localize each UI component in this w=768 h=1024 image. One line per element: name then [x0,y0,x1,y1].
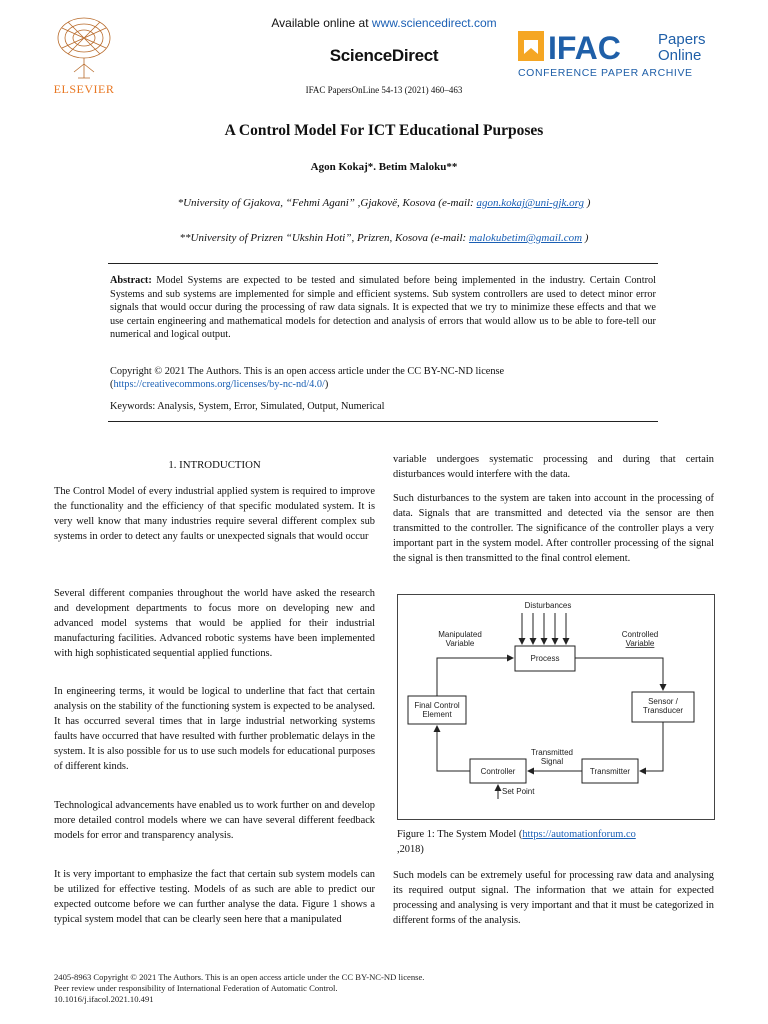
paper-authors: Agon Kokaj*. Betim Maloku** [310,161,458,173]
label-controller: Controller [480,767,516,776]
label-process: Process [530,654,560,663]
caption-prefix: Figure 1: The System Model ( [397,829,523,840]
copyright-text: Copyright © 2021 The Authors. This is an open access article under the CC BY-NC-ND license [110,366,505,377]
label-transmitted-1: Transmitted [531,748,573,757]
sciencedirect-link[interactable]: www.sciencedirect.com [371,16,497,30]
affiliation-1-email-link[interactable]: agon.kokaj@uni-gjk.org [476,197,584,209]
system-model-diagram [398,595,714,819]
caption-suffix: ,2018) [397,844,424,855]
label-manipulated-2: Variable [445,639,475,648]
affiliation-1-end: ) [586,197,591,209]
ifac-archive-label: CONFERENCE PAPER ARCHIVE [518,67,693,79]
label-controlled-1: Controlled [621,630,659,639]
left-paragraph-3: In engineering terms, it would be logical to underline that fact that certain analysis on the stability of the functioning system is expected to be analysed. It has occurred several times that in large industrial networking systems faults have occurred that have resulted with further problematic delays in the system. It is also possible for us to use such models for educational purposes of different kinds. [54,686,375,772]
elsevier-wordmark: ELSEVIER [53,82,115,96]
label-sensor-2: Transducer [642,706,684,715]
label-set-point: Set Point [502,787,535,796]
label-final-control-2: Element [422,710,452,719]
left-paragraph-5: It is very important to emphasize the fact that certain sub system models can be utilized for effective testing. Models of as such are able to predict our expected outcome before we can further analyse the data. Figure 1 shows a typical system model that can be clearly seen here that a manipulated [54,869,375,925]
abstract [110,274,656,342]
left-paragraph-1: The Control Model of every industrial applied system is required to improve the functionality and the efficiency of that specific modulated system. It is very well know that many industries require several different complex sub systems in order to detect any faults or unexpected signals that would occur [54,486,375,542]
label-manipulated-1: Manipulated [438,630,482,639]
label-final-control-1: Final Control [414,701,460,710]
label-transmitter: Transmitter [589,767,631,776]
right-paragraph-1: variable undergoes systematic processing and during that certain disturbances would interfere with the data. [393,454,714,480]
label-transmitted-2: Signal [540,757,564,766]
section-heading-introduction: 1. INTRODUCTION [168,459,261,471]
abstract-text: Model Systems are expected to be tested and simulated before being implemented in the industry. Certain Control Systems and sub systems are implemented for simple and efficient systems. Sub system controllers are used to detect minor error signals that would occur during the processing of raw data signals. It is expected that we try to minimize these effects and that we use certain engineering and mathematical models for detection and analysis of errors that would allow us to be able to fore-tell our numerical and logical output. [110,275,657,341]
affiliation-2-email-link[interactable]: malokubetim@gmail.com [468,232,583,244]
affiliation-2-text: **University of Prizren “Ukshin Hoti”, Prizren, Kosova (e-mail: [179,232,467,244]
abstract-top-rule [108,263,658,264]
affiliation-2 [0,232,768,244]
footer-line-1: 2405-8963 Copyright © 2021 The Authors. This is an open access article under the CC BY-NC-ND license. [54,972,425,982]
availability-prefix: Available online at [271,16,369,30]
right-paragraph-2: Such disturbances to the system are taken into account in the processing of data. Signals that are transmitted and detected via the sensor are then transmitted to the controller. The significance of the controller plays a very important part in the system model. After controller processing of the signal the signal is then transmitted to the final control element. [393,493,714,564]
copyright-notice [110,366,656,391]
license-link[interactable]: https://creativecommons.org/licenses/by-nc-nd/4.0/ [113,378,325,390]
affiliation-1 [0,197,768,209]
left-paragraph-2: Several different companies throughout the world have asked the research and development departments to focus more on developing new and advanced model systems that would be applied for their industrial manufacturing facilities. Advanced robotic systems have been implemented with high sophisticated sequential applied functions. [54,588,375,659]
right-paragraph-3: Such models can be extremely useful for processing raw data and analysing its required output signal. The information that we attain for expected processing and analysing is very important and that it must be categorized in different forms of the analysis. [393,870,714,926]
sciencedirect-brand: ScienceDirect [329,46,439,65]
ifac-wordmark: IFAC [548,30,621,66]
footer-line-2: Peer review under responsibility of International Federation of Automatic Control. [54,982,338,993]
label-disturbances: Disturbances [524,601,572,610]
license-close: ) [324,378,329,390]
figure-caption [397,827,715,857]
abstract-bottom-rule [108,421,658,422]
ifac-papers-word: Papers [658,31,706,48]
ifac-online-word: Online [658,47,702,64]
footer-doi[interactable]: 10.1016/j.ifacol.2021.10.491 [54,993,154,1004]
caption-link[interactable]: https://automationforum.co [522,829,636,840]
keywords [110,401,656,412]
page-footer [54,972,694,1004]
left-paragraph-4: Technological advancements have enabled us to work further on and develop more detailed control models where we can have several different feedback models for error and transparency analysis. [54,800,375,841]
label-sensor-1: Sensor / [648,697,678,706]
keywords-text: Analysis, System, Error, Simulated, Output, Numerical [157,401,385,412]
affiliation-1-text: *University of Gjakova, “Fehmi Agani” ,Gjakovë, Kosova (e-mail: [177,197,474,209]
figure-system-model [397,594,715,820]
label-controlled-2: Variable [625,639,655,648]
affiliation-2-end: ) [584,232,589,244]
keywords-label: Keywords: [110,401,156,412]
paper-title: A Control Model For ICT Educational Purposes [224,122,544,139]
ifac-papers-online-logo [518,26,728,80]
journal-reference: IFAC PapersOnLine 54-13 (2021) 460–463 [305,85,463,95]
license-open: ( [110,378,114,390]
abstract-label: Abstract: [110,275,152,286]
